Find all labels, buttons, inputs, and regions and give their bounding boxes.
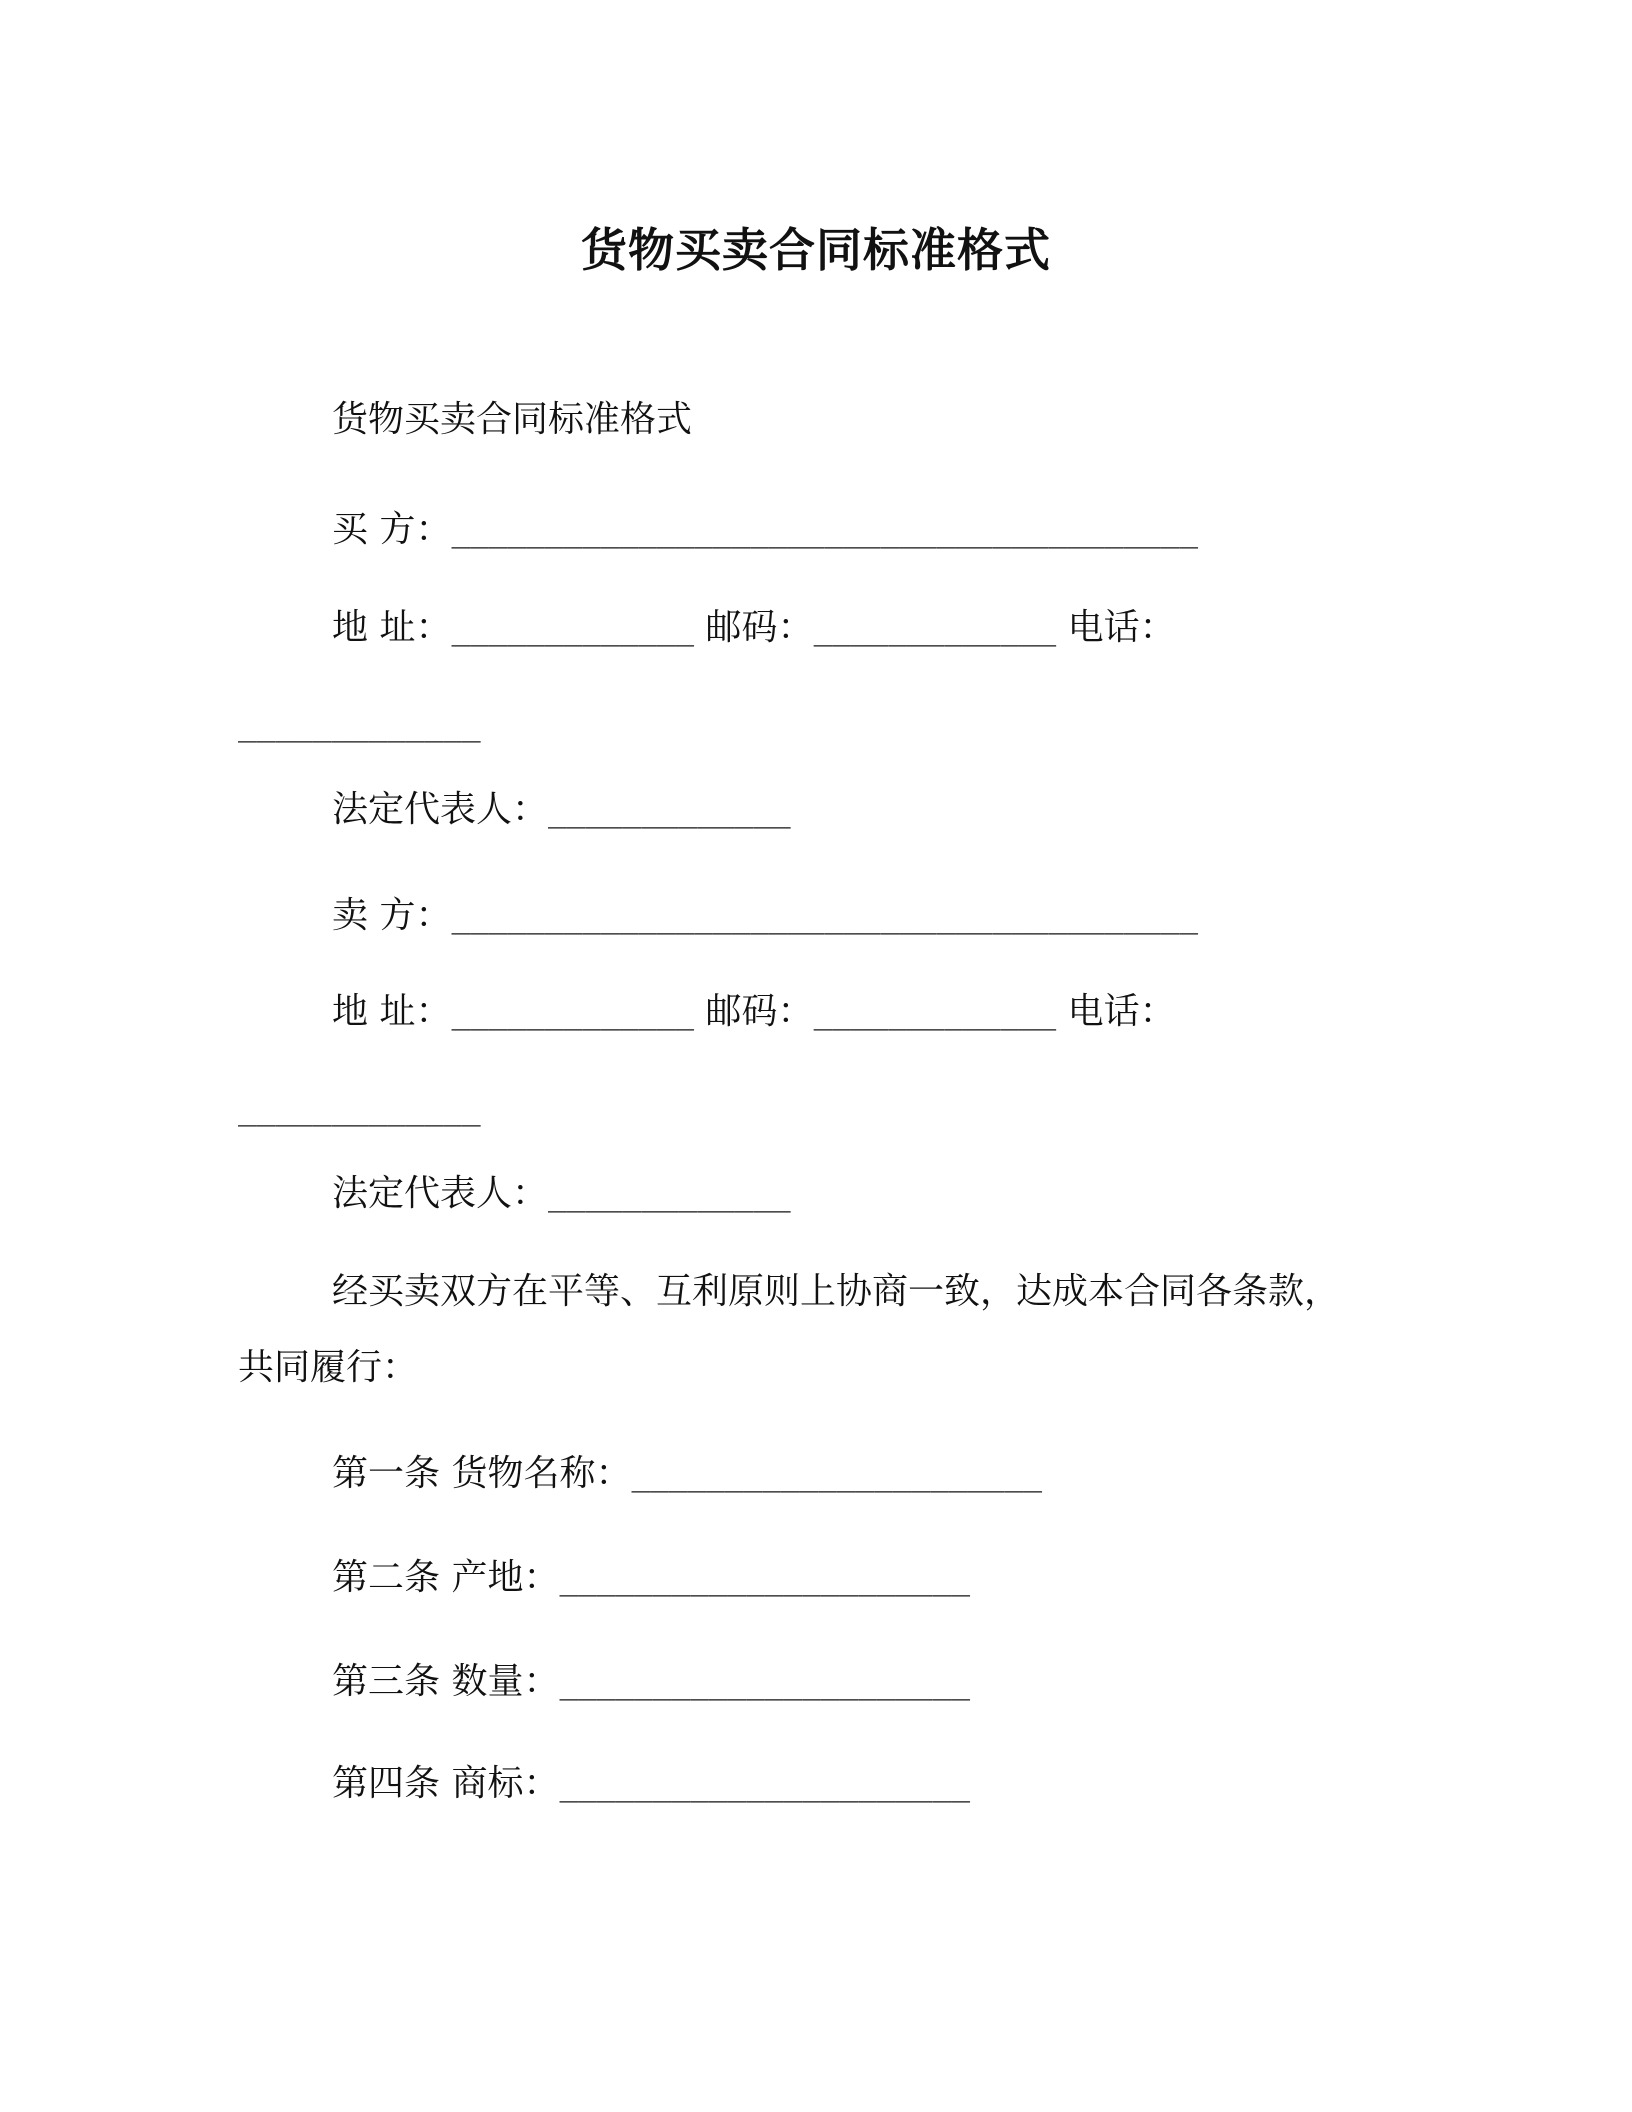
clause-blank: ______________________ — [631, 1457, 1043, 1493]
preamble-line-1: 经买卖双方在平等、互利原则上协商一致，达成本合同各条款， — [332, 1271, 1341, 1312]
clause-blank: ______________________ — [559, 1767, 971, 1803]
buyer-phone-label: 电话： — [1067, 607, 1176, 648]
seller-blank: ________________________________________ — [451, 899, 1198, 935]
seller-rep-label: 法定代表人： — [332, 1173, 549, 1214]
seller-line — [332, 892, 1198, 941]
clause-blank: ______________________ — [559, 1561, 971, 1597]
seller-phone-line — [238, 1084, 481, 1133]
buyer-label: 买 方： — [332, 509, 452, 550]
clause-blank: ______________________ — [559, 1665, 971, 1701]
seller-phone-label: 电话： — [1067, 991, 1176, 1032]
clause-label: 第一条 货物名称： — [332, 1453, 632, 1494]
buyer-rep-line — [332, 786, 791, 835]
seller-address-blank: _____________ — [451, 995, 695, 1031]
document-subtitle: 货物买卖合同标准格式 — [332, 399, 693, 440]
seller-label: 卖 方： — [332, 895, 452, 936]
buyer-address-line — [332, 604, 1176, 653]
preamble-line-2: 共同履行： — [238, 1347, 419, 1388]
seller-address-label: 地 址： — [332, 991, 452, 1032]
buyer-phone-line — [238, 700, 481, 749]
clause-label: 第二条 产地： — [332, 1557, 560, 1598]
clause-item — [332, 1760, 970, 1809]
buyer-phone-blank: _____________ — [238, 707, 481, 743]
clause-item — [332, 1554, 970, 1603]
seller-postcode-label: 邮码： — [705, 991, 814, 1032]
buyer-rep-blank: _____________ — [548, 793, 791, 829]
seller-phone-blank: _____________ — [238, 1091, 481, 1127]
clause-label: 第四条 商标： — [332, 1763, 560, 1804]
seller-postcode-blank: _____________ — [813, 995, 1057, 1031]
buyer-address-blank: _____________ — [451, 611, 695, 647]
buyer-line — [332, 506, 1198, 555]
clause-item — [332, 1450, 1042, 1499]
document-title: 货物买卖合同标准格式 — [581, 223, 1051, 277]
buyer-blank: ________________________________________ — [451, 513, 1198, 549]
seller-rep-blank: _____________ — [548, 1177, 791, 1213]
seller-address-line — [332, 988, 1176, 1037]
buyer-rep-label: 法定代表人： — [332, 789, 549, 830]
clause-item — [332, 1658, 970, 1707]
buyer-address-label: 地 址： — [332, 607, 452, 648]
buyer-postcode-blank: _____________ — [813, 611, 1057, 647]
buyer-postcode-label: 邮码： — [705, 607, 814, 648]
seller-rep-line — [332, 1170, 791, 1219]
clause-label: 第三条 数量： — [332, 1661, 560, 1702]
